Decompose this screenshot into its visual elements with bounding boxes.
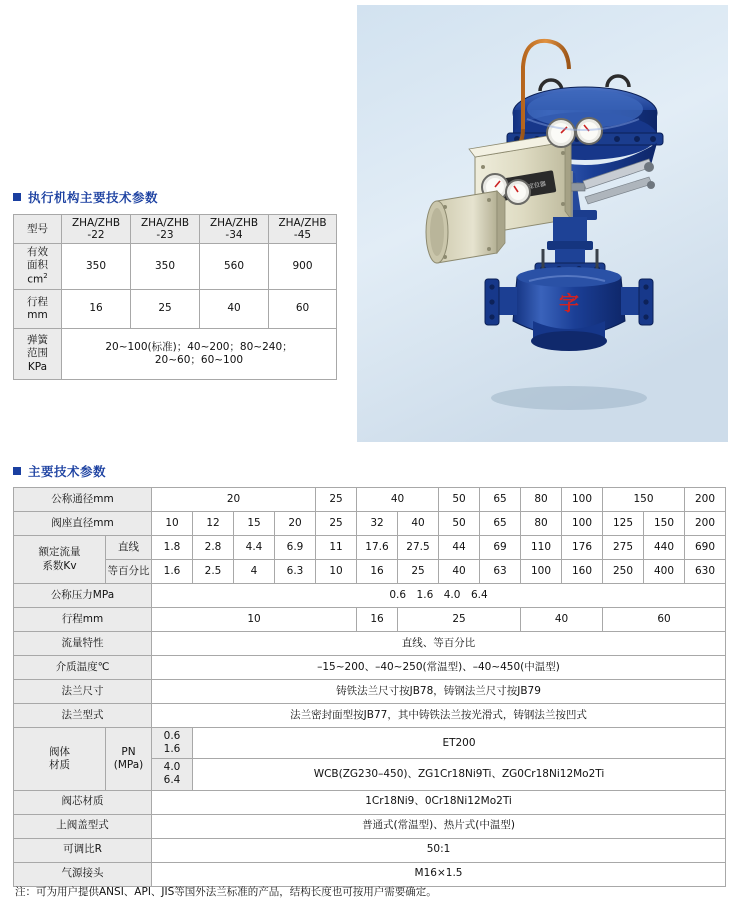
body-material-value-2: WCB(ZG230–450)、ZG1Cr18Ni9Ti、ZG0Cr18Ni12Mo2Ti [193, 759, 726, 790]
effective-area-label-line2: 面积 [27, 259, 48, 272]
stroke-row-v4: 40 [521, 608, 603, 632]
effective-area-value-4: 900 [269, 244, 337, 290]
kv-linear-v3: 4.4 [234, 536, 275, 560]
pn-group-1-line1: 0.6 [163, 730, 181, 742]
seat-diameter-label: 阀座直径mm [14, 512, 152, 536]
actuator-model-4-line2: -45 [293, 229, 312, 242]
kv-equal-v9: 63 [480, 560, 521, 584]
nominal-diameter-v9: 200 [685, 488, 726, 512]
actuator-model-1 [62, 215, 131, 244]
table-row [14, 329, 337, 380]
table-row [14, 790, 726, 814]
seat-diameter-v1: 10 [152, 512, 193, 536]
air-connection-value: M16×1.5 [152, 862, 726, 886]
spring-range-value-line2: 20~60；60~100 [154, 354, 244, 366]
effective-area-value-3: 560 [200, 244, 269, 290]
kv-linear-v5: 11 [316, 536, 357, 560]
actuator-spec-table [13, 214, 337, 380]
plug-material-value: 1Cr18Ni9、0Cr18Ni12Mo2Ti [152, 790, 726, 814]
main-section-heading [13, 462, 106, 480]
bullet-square-icon [13, 193, 21, 201]
kv-equal-v8: 40 [439, 560, 480, 584]
seat-diameter-v11: 100 [562, 512, 603, 536]
actuator-section-heading [13, 188, 158, 206]
kv-linear-v12: 275 [603, 536, 644, 560]
stroke-row-v5: 60 [603, 608, 726, 632]
nominal-diameter-v3: 40 [357, 488, 439, 512]
rangeability-label: 可调比R [14, 838, 152, 862]
flow-characteristic-value: 直线、等百分比 [152, 632, 726, 656]
body-material-label-line1: 阀体 [49, 745, 70, 758]
seat-diameter-v12: 125 [603, 512, 644, 536]
product-photo [357, 5, 728, 442]
table-row [14, 862, 726, 886]
actuator-model-3-line1: ZHA/ZHB [209, 217, 259, 229]
nominal-diameter-v1: 20 [152, 488, 316, 512]
kv-equal-v3: 4 [234, 560, 275, 584]
nominal-diameter-label: 公称通径mm [14, 488, 152, 512]
kv-linear-v7: 27.5 [398, 536, 439, 560]
kv-linear-v14: 690 [685, 536, 726, 560]
spring-range-label [14, 329, 62, 380]
spring-range-label-line2: 范围 [27, 347, 48, 360]
kv-equal-v4: 6.3 [275, 560, 316, 584]
control-valve-illustration [357, 5, 728, 442]
pn-group-1-line2: 1.6 [163, 743, 181, 756]
kv-linear-v2: 2.8 [193, 536, 234, 560]
actuator-model-3 [200, 215, 269, 244]
effective-area-label [14, 244, 62, 290]
seat-diameter-v4: 20 [275, 512, 316, 536]
kv-label-line1: 额定流量 [38, 546, 81, 559]
actuator-model-4-line1: ZHA/ZHB [278, 217, 327, 229]
effective-area-value-1: 350 [62, 244, 131, 290]
table-row [14, 536, 726, 560]
stroke-label-line1: 行程 [27, 295, 48, 308]
kv-linear-v8: 44 [439, 536, 480, 560]
body-material-label [14, 728, 106, 791]
effective-area-unit: cm [27, 273, 44, 286]
bonnet-type-label: 上阀盖型式 [14, 814, 152, 838]
kv-equal-v10: 100 [521, 560, 562, 584]
kv-linear-v13: 440 [644, 536, 685, 560]
kv-linear-v6: 17.6 [357, 536, 398, 560]
actuator-model-2-line1: ZHA/ZHB [140, 217, 190, 229]
kv-label [14, 536, 106, 584]
flange-type-value: 法兰密封面型按JB77，其中铸铁法兰按光滑式，铸钢法兰按凹式 [152, 704, 726, 728]
nominal-pressure-label: 公称压力MPa [14, 584, 152, 608]
seat-diameter-v3: 15 [234, 512, 275, 536]
stroke-value-1: 16 [62, 290, 131, 329]
nominal-diameter-v2: 25 [316, 488, 357, 512]
kv-linear-v4: 6.9 [275, 536, 316, 560]
seat-diameter-v13: 150 [644, 512, 685, 536]
medium-temperature-value: –15~200、–40~250(常温型)、–40~450(中温型) [152, 656, 726, 680]
seat-diameter-v9: 65 [480, 512, 521, 536]
stroke-value-4: 60 [269, 290, 337, 329]
table-row [14, 584, 726, 608]
flange-size-value: 铸铁法兰尺寸按JB78，铸钢法兰尺寸按JB79 [152, 680, 726, 704]
kv-equal-v6: 16 [357, 560, 398, 584]
kv-equal-v12: 250 [603, 560, 644, 584]
seat-diameter-v7: 40 [398, 512, 439, 536]
effective-area-label-line1: 有效 [27, 246, 48, 259]
main-section-title: 主要技术参数 [28, 464, 107, 479]
table-row [14, 560, 726, 584]
kv-label-line2: 系数Kv [42, 559, 77, 572]
table-row [14, 512, 726, 536]
kv-linear-v9: 69 [480, 536, 521, 560]
effective-area-label-line3 [15, 272, 60, 287]
table-row [14, 632, 726, 656]
flow-characteristic-label: 流量特性 [14, 632, 152, 656]
table-row [14, 488, 726, 512]
bullet-square-icon [13, 467, 21, 475]
nominal-diameter-v8: 150 [603, 488, 685, 512]
actuator-model-3-line2: -34 [225, 229, 243, 242]
nominal-diameter-v7: 100 [562, 488, 603, 512]
kv-equal-v1: 1.6 [152, 560, 193, 584]
table-row [14, 814, 726, 838]
pn-group-1 [152, 728, 193, 759]
seat-diameter-v6: 32 [357, 512, 398, 536]
table-row [14, 290, 337, 329]
stroke-value-2: 25 [131, 290, 200, 329]
actuator-section-title: 执行机构主要技术参数 [28, 190, 159, 205]
seat-diameter-v2: 12 [193, 512, 234, 536]
air-connection-label: 气源接头 [14, 862, 152, 886]
kv-linear-label: 直线 [106, 536, 152, 560]
svg-text:字: 字 [559, 293, 579, 315]
stroke-value-3: 40 [200, 290, 269, 329]
body-material-value-1: ET200 [193, 728, 726, 759]
body-material-pn-label [106, 728, 152, 791]
seat-diameter-v8: 50 [439, 512, 480, 536]
kv-linear-v11: 176 [562, 536, 603, 560]
actuator-model-label: 型号 [14, 215, 62, 244]
pn-group-2-line1: 4.0 [163, 761, 181, 774]
kv-equal-v14: 630 [685, 560, 726, 584]
kv-equal-v11: 160 [562, 560, 603, 584]
main-spec-table [13, 487, 726, 887]
kv-linear-v1: 1.8 [152, 536, 193, 560]
spring-range-value [62, 329, 337, 380]
table-row [14, 680, 726, 704]
table-row [14, 704, 726, 728]
spring-range-label-line3: KPa [27, 360, 48, 373]
kv-equal-v7: 25 [398, 560, 439, 584]
spring-range-value-line1: 20~100(标准)；40~200；80~240； [105, 340, 293, 353]
flange-size-label: 法兰尺寸 [14, 680, 152, 704]
stroke-row-v2: 16 [357, 608, 398, 632]
pn-group-2 [152, 759, 193, 790]
stroke-label [14, 290, 62, 329]
footnote: 注：可为用户提供ANSI、API、JIS等国外法兰标准的产品，结构长度也可按用户需要确定。 [15, 886, 437, 898]
bonnet-type-value: 普通式(常温型)、热片式(中温型) [152, 814, 726, 838]
stroke-row-label: 行程mm [14, 608, 152, 632]
actuator-model-2-line2: -23 [156, 229, 174, 242]
kv-equal-v5: 10 [316, 560, 357, 584]
actuator-model-4 [269, 215, 337, 244]
table-row [14, 656, 726, 680]
effective-area-value-2: 350 [131, 244, 200, 290]
stroke-row-v1: 10 [152, 608, 357, 632]
rangeability-value: 50:1 [152, 838, 726, 862]
pn-label-line1: PN [121, 745, 136, 758]
seat-diameter-v14: 200 [685, 512, 726, 536]
kv-equal-label: 等百分比 [106, 560, 152, 584]
actuator-model-2 [131, 215, 200, 244]
kv-equal-v2: 2.5 [193, 560, 234, 584]
actuator-model-1-line2: -22 [87, 229, 105, 242]
table-row [14, 608, 726, 632]
nominal-diameter-v6: 80 [521, 488, 562, 512]
kv-equal-v13: 400 [644, 560, 685, 584]
pn-label-line2: (MPa) [113, 758, 144, 771]
table-row [14, 244, 337, 290]
spring-range-label-line1: 弹簧 [27, 334, 48, 347]
effective-area-unit-sup: 2 [43, 272, 48, 281]
medium-temperature-label: 介质温度℃ [14, 656, 152, 680]
table-row [14, 728, 726, 759]
stroke-label-line2: mm [27, 309, 48, 321]
kv-linear-v10: 110 [521, 536, 562, 560]
flange-type-label: 法兰型式 [14, 704, 152, 728]
stroke-row-v3: 25 [398, 608, 521, 632]
actuator-model-1-line1: ZHA/ZHB [71, 217, 121, 229]
seat-diameter-v5: 25 [316, 512, 357, 536]
nominal-diameter-v5: 65 [480, 488, 521, 512]
plug-material-label: 阀芯材质 [14, 790, 152, 814]
table-row [14, 215, 337, 244]
pn-group-2-line2: 6.4 [163, 774, 181, 787]
seat-diameter-v10: 80 [521, 512, 562, 536]
nominal-pressure-value: 0.6 1.6 4.0 6.4 [152, 584, 726, 608]
table-row [14, 838, 726, 862]
nominal-diameter-v4: 50 [439, 488, 480, 512]
body-material-label-line2: 材质 [49, 758, 70, 771]
